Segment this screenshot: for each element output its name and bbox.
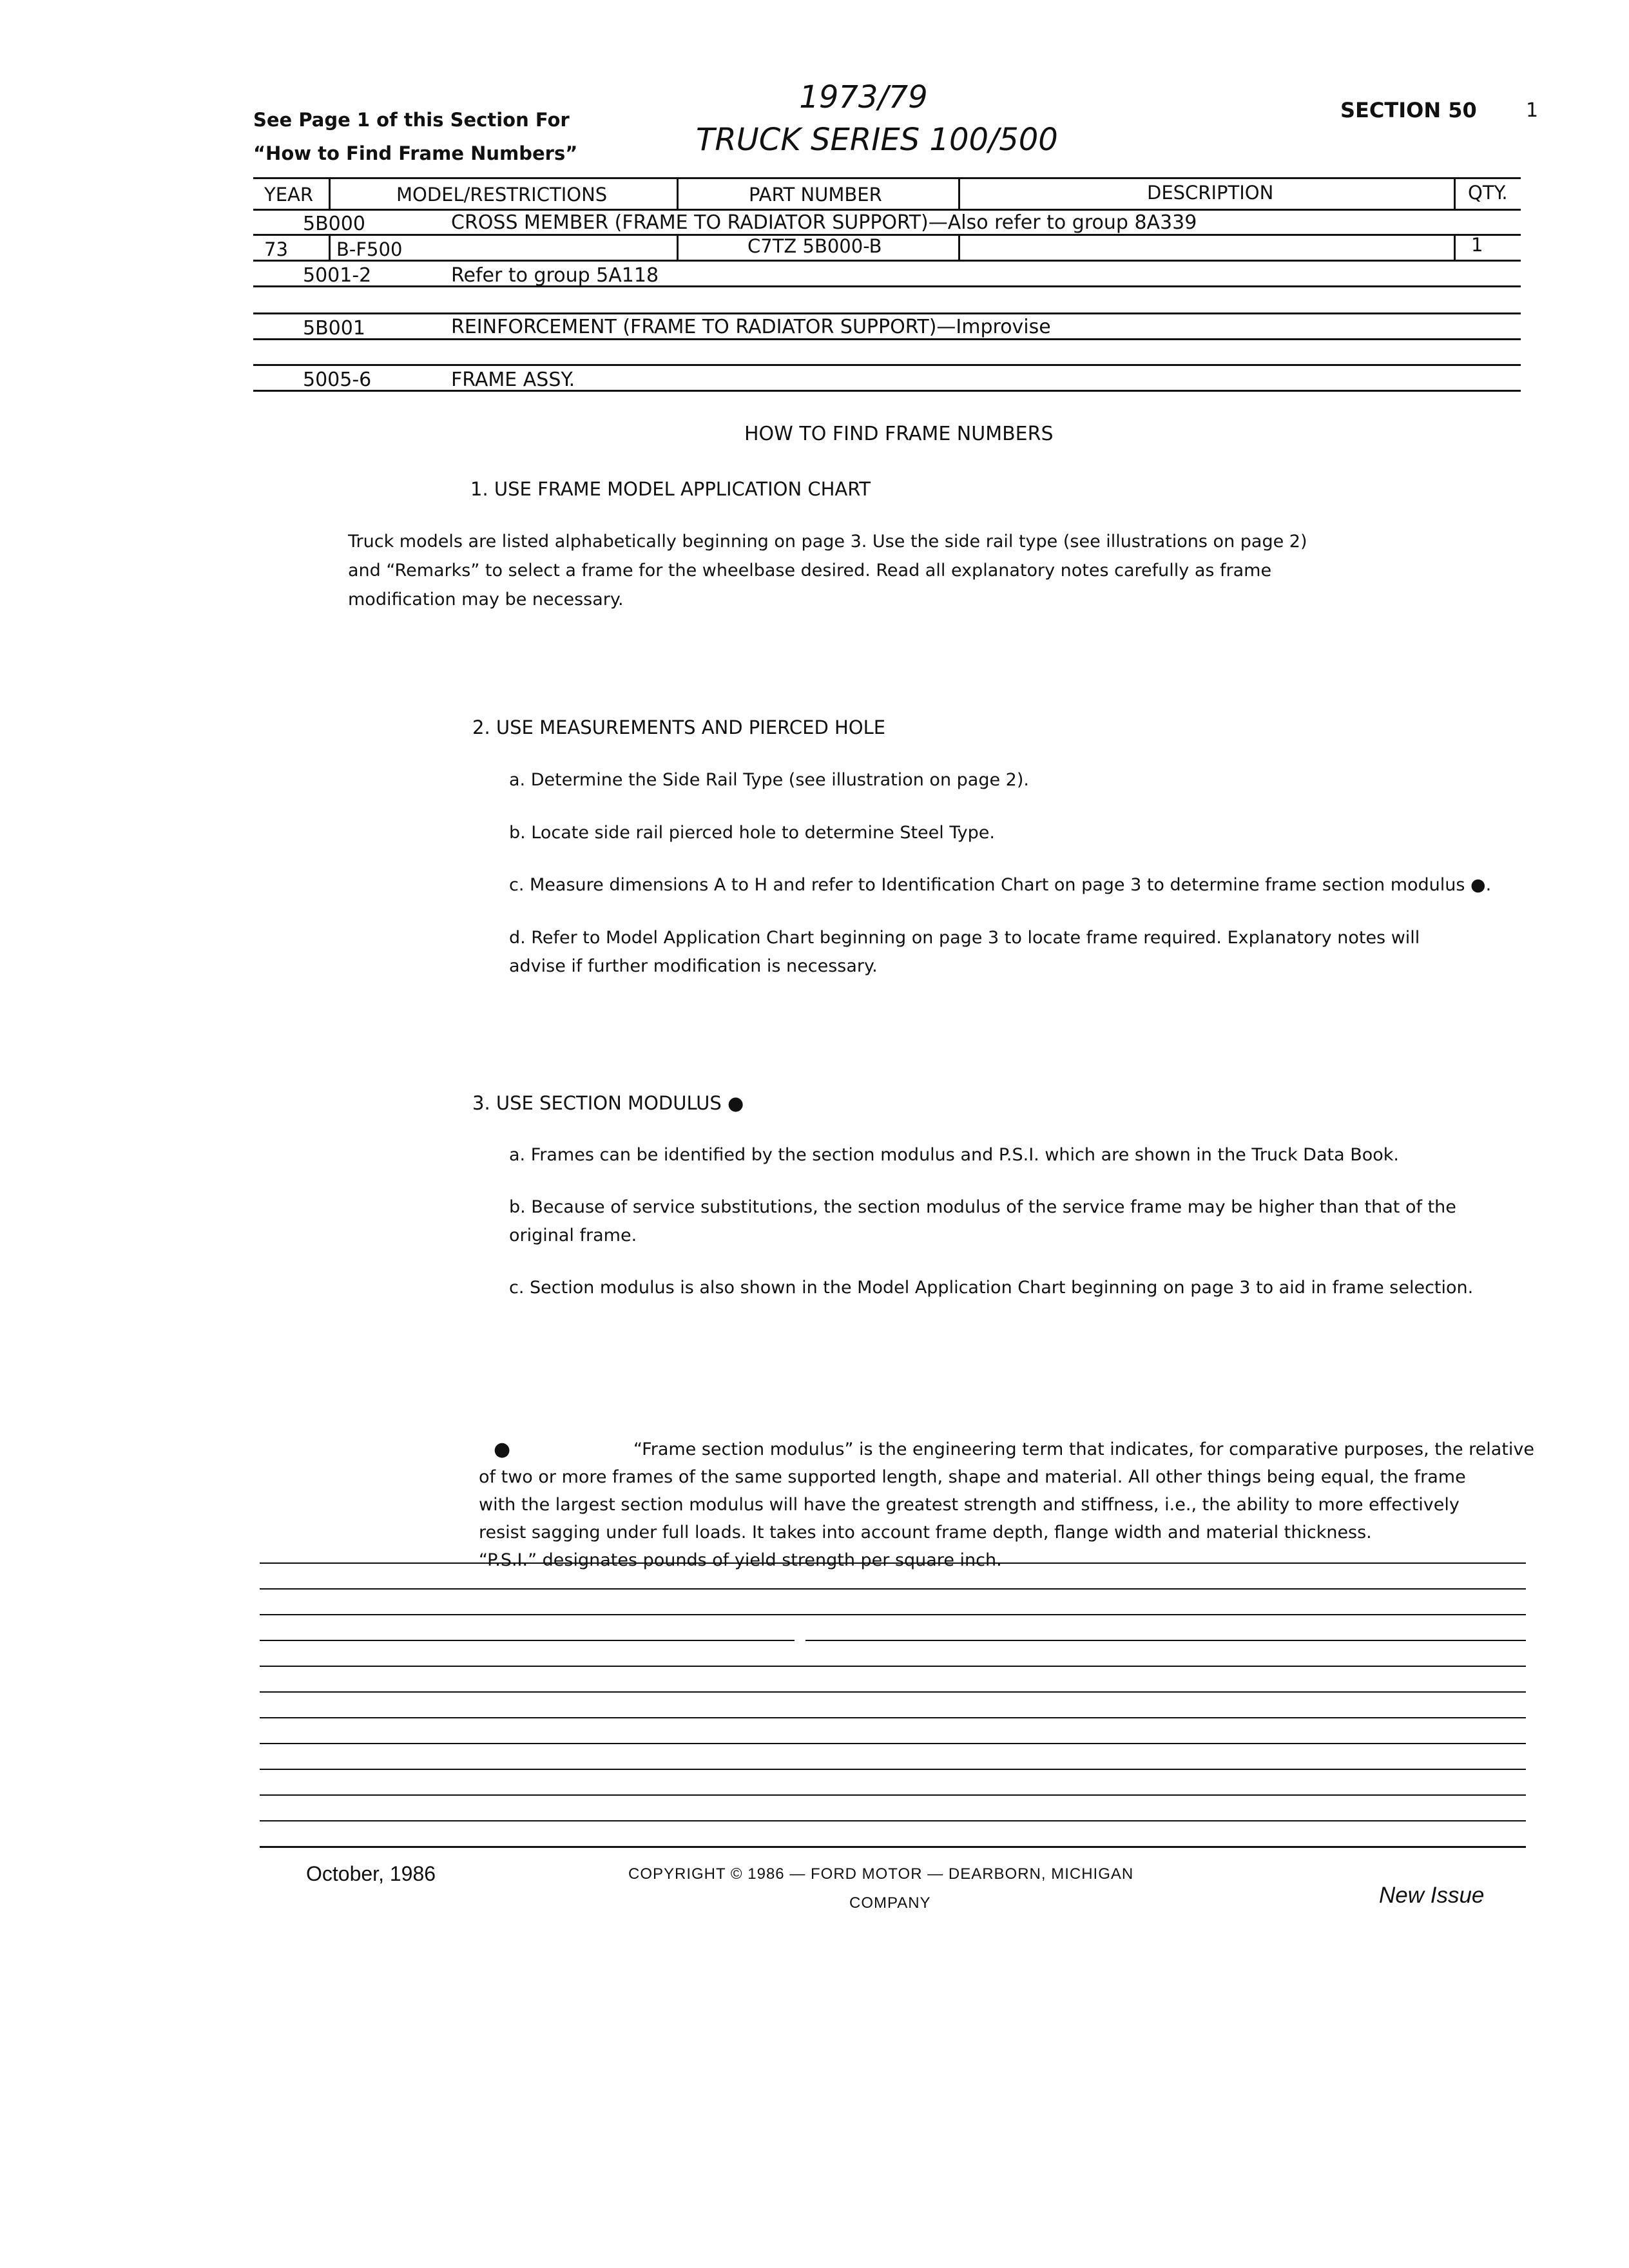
header-bottom-rule [253,209,1521,211]
step-2-item-b: b. Locate side rail pierced hole to determine Steel Type. [509,823,995,843]
copyright-notice: COPYRIGHT © 1986 — FORD MOTOR — DEARBORN, MICHIGAN [628,1865,1134,1883]
ruled-line [260,1640,795,1641]
ruled-line [260,1717,1526,1718]
section-heading: HOW TO FIND FRAME NUMBERS [744,423,1054,445]
ruled-line [260,1820,1526,1821]
footnote-line: of two or more frames of the same supported length, shape and material. All other things being equal, the frame [479,1467,1466,1487]
page-title-years: 1973/79 [799,79,928,115]
footer-rule [260,1846,1526,1848]
col-divider [1454,236,1456,260]
ruled-line [260,1691,1526,1693]
page-number: 1 [1526,99,1539,122]
group-code: 5B001 [303,317,365,340]
section-reference-note [253,103,577,170]
group-description: FRAME ASSY. [451,369,575,391]
step-3-item-c: c. Section modulus is also shown in the Model Application Chart beginning on page 3 to aid in frame selection. [509,1278,1474,1298]
group-code: 5B000 [303,213,365,235]
group-code: 5001-2 [303,264,372,287]
step-2-heading: 2. USE MEASUREMENTS AND PIERCED HOLE [472,716,886,738]
footnote-line: “P.S.I.” designates pounds of yield strength per square inch. [479,1550,1002,1570]
row-rule [253,364,1521,366]
paragraph-line: modification may be necessary. [348,590,624,610]
paragraph-line: Truck models are listed alphabetically beginning on page 3. Use the side rail type (see illustrations on page 2) [348,532,1307,552]
ruled-line [805,1640,1526,1641]
issue-date: October, 1986 [306,1862,436,1885]
col-header-year: YEAR [264,184,314,206]
ruled-line [260,1794,1526,1796]
col-divider [677,236,679,260]
footnote-line: with the largest section modulus will have the greatest strength and stiffness, i.e., the ability to more effectively [479,1495,1460,1515]
step-2-item-c: c. Measure dimensions A to H and refer to Identification Chart on page 3 to determine frame section modulus ●. [509,875,1492,895]
col-divider [1454,179,1456,209]
row-year: 73 [264,238,288,260]
col-divider [329,179,331,209]
row-qty: 1 [1471,234,1483,256]
step-3-item-a: a. Frames can be identified by the section modulus and P.S.I. which are shown in the Truck Data Book. [509,1145,1400,1165]
row-rule [253,260,1521,262]
ruled-line [260,1666,1526,1667]
step-2-item-a: a. Determine the Side Rail Type (see illustration on page 2). [509,770,1029,790]
row-rule [253,312,1521,314]
paragraph-line: and “Remarks” to select a frame for the wheelbase desired. Read all explanatory notes carefully as frame [348,561,1272,581]
page-title [696,76,1058,161]
step-3-heading: 3. USE SECTION MODULUS ● [472,1092,744,1114]
copyright-company: COMPANY [849,1894,931,1912]
footnote-bullet: ● [494,1438,511,1461]
group-description: Refer to group 5A118 [451,264,659,287]
table-top-rule [253,177,1521,179]
section-reference-line-1: See Page 1 of this Section For [253,109,570,131]
col-header-qty: QTY. [1468,182,1508,204]
col-header-description: DESCRIPTION [1147,182,1274,204]
issue-status: New Issue [1379,1883,1485,1908]
row-rule [253,338,1521,340]
ruled-line [260,1562,1526,1564]
col-divider [677,179,679,209]
footnote [479,1436,1542,1574]
col-divider [329,236,331,260]
section-reference-line-2: “How to Find Frame Numbers” [253,142,578,164]
page-title-series: TRUCK SERIES 100/500 [696,122,1058,158]
step-3-item-b: b. Because of service substitutions, the section modulus of the service frame may be higher than that of the [509,1197,1456,1217]
step-1-paragraph [348,527,1521,614]
step-2-item-d-continued: advise if further modification is necessary. [509,956,878,976]
footnote-line: “Frame section modulus” is the engineering term that indicates, for comparative purposes, the relative [633,1439,1535,1459]
col-header-part-number: PART NUMBER [749,184,882,206]
col-divider [958,179,960,209]
row-part-number: C7TZ 5B000-B [747,235,882,257]
row-rule [253,285,1521,287]
step-2-item-d: d. Refer to Model Application Chart beginning on page 3 to locate frame required. Explanatory notes will [509,928,1420,948]
ruled-line [260,1614,1526,1615]
ruled-line [260,1769,1526,1770]
group-code: 5005-6 [303,369,372,391]
footnote-line: resist sagging under full loads. It takes into account frame depth, flange width and material thickness. [479,1523,1372,1542]
group-description: REINFORCEMENT (FRAME TO RADIATOR SUPPORT)—Improvise [451,316,1051,338]
step-3-item-b-continued: original frame. [509,1225,637,1245]
section-label: SECTION 50 [1340,98,1477,122]
col-divider [958,236,960,260]
row-rule [253,234,1521,236]
ruled-line [260,1588,1526,1590]
col-header-model: MODEL/RESTRICTIONS [396,184,608,206]
step-1-heading: 1. USE FRAME MODEL APPLICATION CHART [470,478,871,500]
ruled-line [260,1743,1526,1744]
table-bottom-rule [253,390,1521,392]
group-description: CROSS MEMBER (FRAME TO RADIATOR SUPPORT)—Also refer to group 8A339 [451,211,1197,234]
row-model: B-F500 [336,238,403,260]
